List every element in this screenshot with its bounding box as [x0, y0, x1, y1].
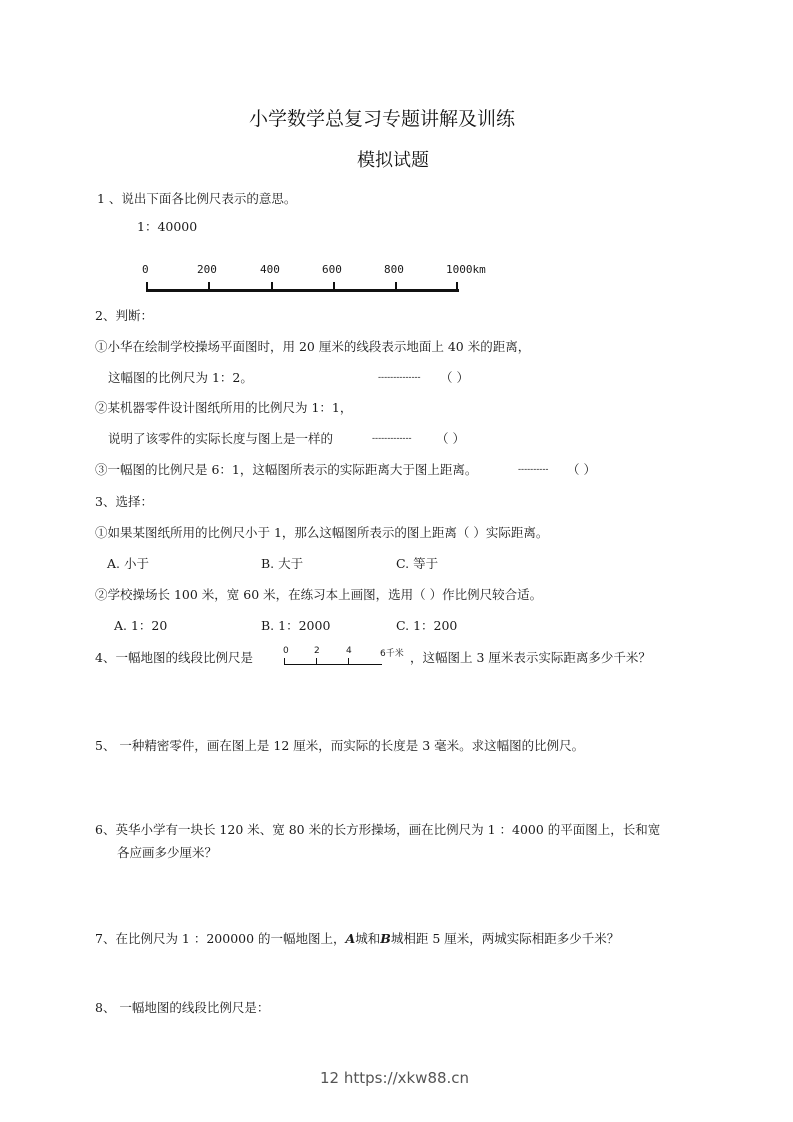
q2-heading: 2、判断： — [95, 308, 153, 323]
q6-line1: 6、英华小学有一块长 120 米、宽 80 米的长方形操场，画在比例尺为 1 ：4000 的平面图上，长和宽 — [95, 822, 661, 837]
q4-scale-label-4: 4 — [346, 646, 352, 656]
q3-item-1-option-c[interactable]: C. 等于 — [396, 556, 439, 571]
scale-label-200: 200 — [197, 263, 217, 276]
q5-text: 5、 一种精密零件，画在图上是 12 厘米，而实际的长度是 3 毫米。求这幅图的比例尺。 — [95, 738, 585, 753]
q2-item-1-answer-blank[interactable]: （ ） — [440, 370, 469, 385]
q2-item-2-line1: ②某机器零件设计图纸所用的比例尺为 1：1， — [95, 400, 353, 415]
q3-item-2-option-c[interactable]: C. 1：200 — [396, 618, 458, 633]
q3-item-1-option-b[interactable]: B. 大于 — [261, 556, 304, 571]
scale-tick — [333, 282, 335, 291]
q4-scale-label-0: 0 — [283, 646, 289, 656]
q4-text-after: ，这幅图上 3 厘米表示实际距离多少千米？ — [410, 650, 651, 665]
q2-item-2-answer-blank[interactable]: （ ） — [436, 431, 465, 446]
q1-ratio: 1：40000 — [137, 219, 198, 234]
q8-text: 8、 一幅地图的线段比例尺是： — [95, 1000, 270, 1015]
q2-item-2-dashes: ------------- — [372, 434, 412, 444]
scale-tick — [208, 282, 210, 291]
q1-prompt: 1 、说出下面各比例尺表示的意思。 — [97, 191, 297, 206]
q3-item-2-option-a[interactable]: A. 1：20 — [114, 618, 168, 633]
page-footer: 12 https://xkw88.cn — [320, 1069, 470, 1087]
q4-scale-tick — [316, 658, 317, 665]
q6-line2: 各应画多少厘米？ — [117, 845, 218, 860]
page-subtitle: 模拟试题 — [357, 150, 429, 171]
scale-bar-line — [146, 289, 459, 292]
q4-scale-tick — [284, 658, 285, 665]
scale-label-600: 600 — [322, 263, 342, 276]
q2-item-2-line2: 说明了该零件的实际长度与图上是一样的 — [108, 431, 334, 446]
scale-tick — [456, 282, 458, 291]
scale-tick — [146, 282, 148, 291]
scale-label-1000km: 1000km — [446, 263, 486, 276]
q3-item-1-option-a[interactable]: A. 小于 — [107, 556, 149, 571]
q2-item-1-dashes: -------------- — [378, 373, 421, 383]
q2-item-1-line2: 这幅图的比例尺为 1：2。 — [108, 370, 253, 385]
page-title: 小学数学总复习专题讲解及训练 — [249, 108, 516, 130]
q4-scale-line — [284, 664, 382, 665]
scale-label-400: 400 — [260, 263, 280, 276]
q3-heading: 3、选择： — [95, 494, 153, 509]
scale-label-800: 800 — [384, 263, 404, 276]
q7-city-a: A — [345, 931, 356, 946]
scale-tick — [395, 282, 397, 291]
q4-scale-label-2: 2 — [314, 646, 320, 656]
q2-item-3-line1: ③一幅图的比例尺是 6：1，这幅图所表示的实际距离大于图上距离。 — [95, 462, 478, 477]
q7-text-mid: 城和 — [355, 931, 381, 946]
q4-scale-label-6km: 6千米 — [380, 649, 404, 659]
q4-scale-tick — [348, 658, 349, 665]
q2-item-3-dashes: ---------- — [518, 465, 549, 475]
q3-item-1-question: ①如果某图纸所用的比例尺小于 1，那么这幅图所表示的图上距离（ ）实际距离。 — [95, 525, 549, 540]
q7-line — [95, 931, 619, 947]
q3-item-2-question: ②学校操场长 100 米，宽 60 米，在练习本上画图，选用（ ）作比例尺较合适。 — [95, 587, 543, 602]
q7-city-b: B — [380, 931, 391, 946]
scale-label-0: 0 — [142, 263, 149, 276]
q7-text-after: 城相距 5 厘米，两城实际相距多少千米？ — [390, 931, 620, 946]
q7-text-before: 7、在比例尺为 1 ：200000 的一幅地图上， — [95, 931, 346, 946]
q2-item-1-line1: ①小华在绘制学校操场平面图时，用 20 厘米的线段表示地面上 40 米的距离， — [95, 339, 531, 354]
q4-text-before: 4、一幅地图的线段比例尺是 — [95, 650, 253, 665]
q3-item-2-option-b[interactable]: B. 1：2000 — [261, 618, 331, 633]
scale-tick — [271, 282, 273, 291]
q2-item-3-answer-blank[interactable]: （ ） — [567, 462, 596, 477]
